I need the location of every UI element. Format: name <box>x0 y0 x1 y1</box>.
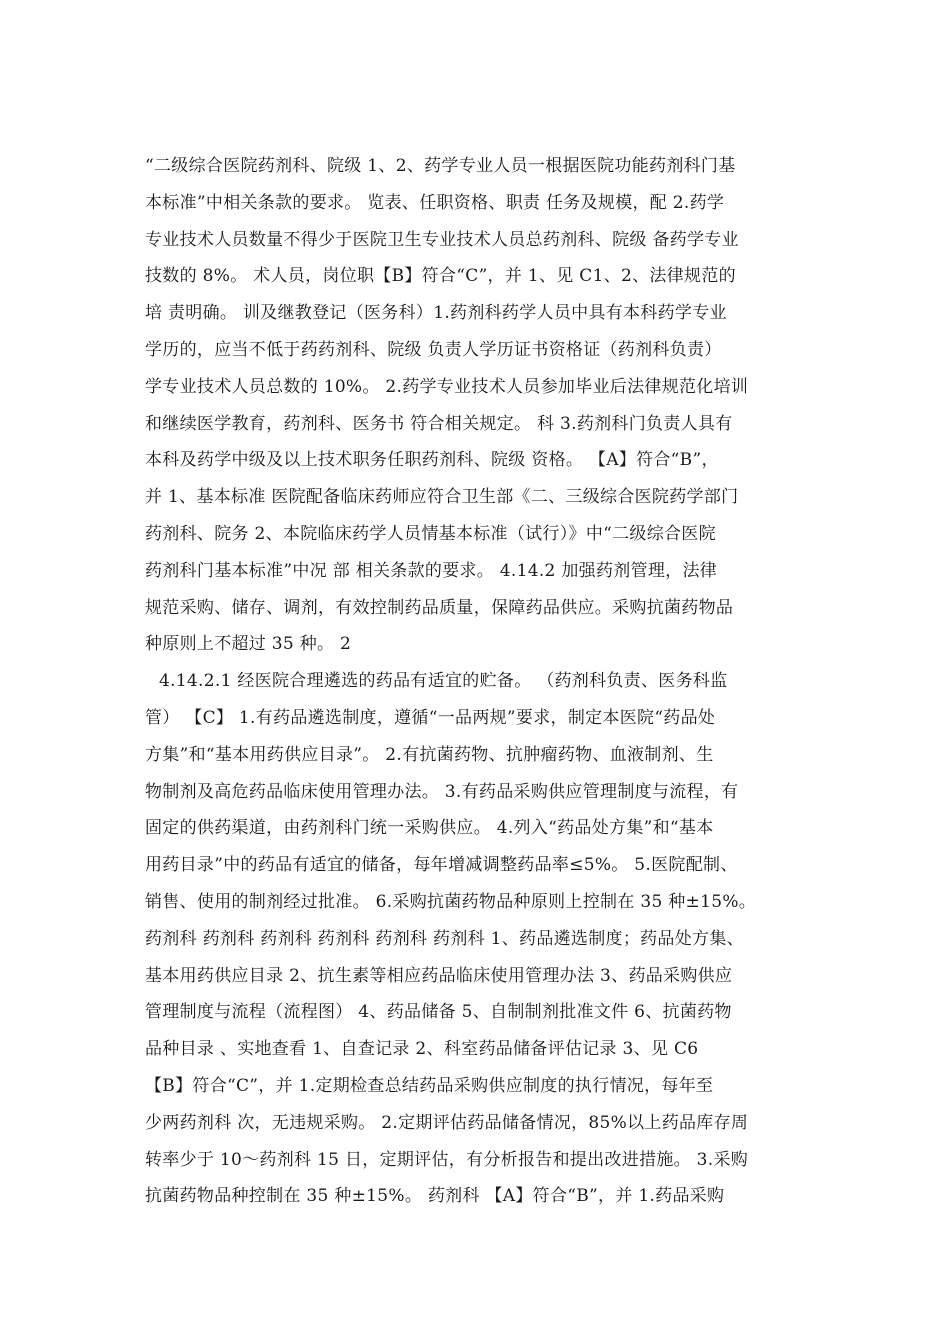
text-line: 管理制度与流程（流程图） 4、药品储备 5、自制制剂批准文件 6、抗菌药物 <box>145 1002 732 1023</box>
text-line: 方集”和“基本用药供应目录”。 2.有抗菌药物、抗肿瘤药物、血液制剂、生 <box>145 744 714 765</box>
text-line: 培 责明确。 训及继教登记（医务科）1.药剂科药学人员中具有本科药学专业 <box>145 303 727 324</box>
text-line: 4.14.2.1 经医院合理遴选的药品有适宜的贮备。 （药剂科负责、医务科监 <box>159 671 728 692</box>
text-line: 并 1、基本标准 医院配备临床药师应符合卫生部《二、三级综合医院药学部门 <box>145 487 739 508</box>
text-line: 少两药剂科 次，无违规采购。 2.定期评估药品储备情况，85%以上药品库存周 <box>145 1112 749 1133</box>
text-line: 药剂科门基本标准”中况 部 相关条款的要求。 4.14.2 加强药剂管理，法律 <box>145 560 718 581</box>
text-line: 固定的供药渠道，由药剂科门统一采购供应。 4.列入“药品处方集”和“基本 <box>145 818 714 839</box>
text-line: 管） 【C】 1.有药品遴选制度，遵循“一品两规”要求，制定本医院“药品处 <box>145 707 716 728</box>
text-line: 基本用药供应目录 2、抗生素等相应药品临床使用管理办法 3、药品采购供应 <box>145 965 733 986</box>
text-line: 种原则上不超过 35 种。 2 <box>145 634 352 655</box>
text-line: 转率少于 10～药剂科 15 日，定期评估，有分析报告和提出改进措施。 3.采购 <box>145 1149 749 1170</box>
text-line: “二级综合医院药剂科、院级 1、2、药学专业人员一根据医院功能药剂科门基 <box>145 156 736 176</box>
text-line: 规范采购、储存、调剂，有效控制药品质量，保障药品供应。采购抗菌药物品 <box>145 597 734 618</box>
text-line: 物制剂及高危药品临床使用管理办法。 3.有药品采购供应管理制度与流程，有 <box>145 781 739 802</box>
text-line: 品种目录 、实地查看 1、自查记录 2、科室药品储备评估记录 3、见 C6 <box>145 1039 699 1060</box>
text-line: 销售、使用的制剂经过批准。 6.采购抗菌药物品种原则上控制在 35 种±15%。 <box>145 891 757 912</box>
text-line: 抗菌药物品种控制在 35 种±15%。 药剂科 【A】符合“B”，并 1.药品采购 <box>145 1186 725 1207</box>
text-line: 学专业技术人员总数的 10%。 2.药学专业技术人员参加毕业后法律规范化培训 <box>145 376 749 397</box>
text-line: 本科及药学中级及以上技术职务任职药剂科、院级 资格。 【A】符合“B”， <box>145 450 719 471</box>
text-line: 用药目录”中的药品有适宜的储备，每年增减调整药品率≤5%。 5.医院配制、 <box>145 855 738 876</box>
text-line: 药剂科 药剂科 药剂科 药剂科 药剂科 药剂科 1、药品遴选制度；药品处方集、 <box>145 928 744 949</box>
text-line: 药剂科、院务 2、本院临床药学人员情基本标准（试行）》中“二级综合医院 <box>145 523 716 544</box>
text-line: 本标准”中相关条款的要求。 览表、任职资格、职责 任务及规模，配 2.药学 <box>145 192 725 213</box>
document-body <box>145 148 835 1215</box>
text-line: 学历的，应当不低于药药剂科、院级 负责人学历证书资格证（药剂科负责） <box>145 339 722 360</box>
text-line: 专业技术人员数量不得少于医院卫生专业技术人员总药剂科、院级 备药学专业 <box>145 229 739 250</box>
text-line: 技数的 8%。 术人员，岗位职【B】符合“C”，并 1、见 C1、2、法律规范的 <box>145 266 736 287</box>
text-line: 【B】符合“C”，并 1.定期检查总结药品采购供应制度的执行情况，每年至 <box>145 1075 714 1096</box>
text-line: 和继续医学教育，药剂科、医务书 符合相关规定。 科 3.药剂科门负责人具有 <box>145 413 733 434</box>
